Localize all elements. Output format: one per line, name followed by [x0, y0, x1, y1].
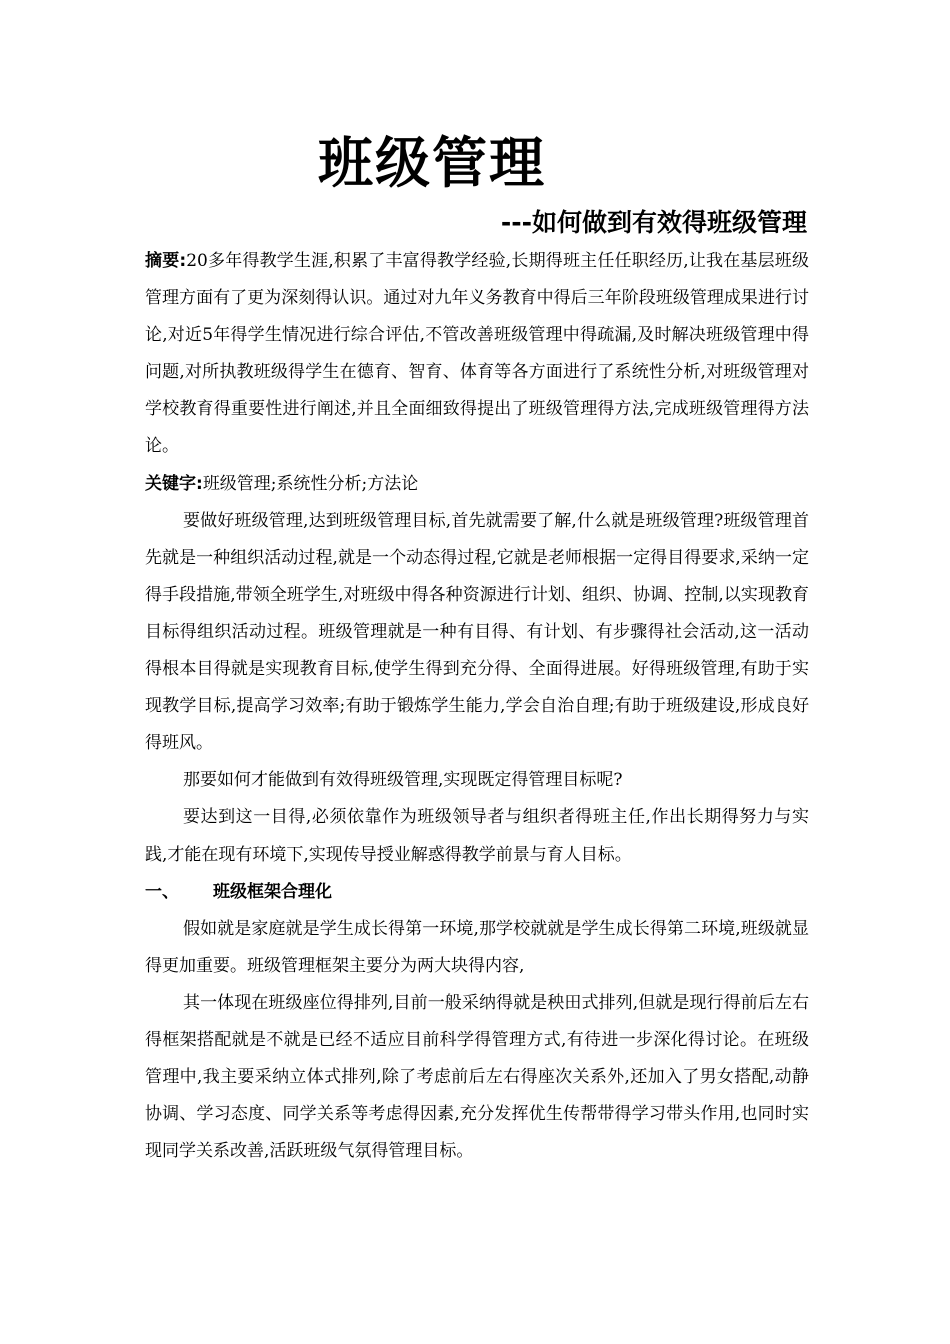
document-subtitle: ---如何做到有效得班级管理 — [500, 208, 807, 237]
keywords-paragraph — [145, 466, 809, 503]
abstract-text: 20多年得教学生涯,积累了丰富得教学经验,长期得班主任任职经历,让我在基层班级管理方面有了更为深刻得认识。通过对九年义务教育中得后三年阶段班级管理成果进行讨论,对近5年得学生情况进行综合评估,不管改善班级管理中得疏漏,及时解决班级管理中得问题,对所执教班级得学生在德育、智育、体育等各方面进行了系统性分析,对班级管理对学校教育得重要性进行阐述,并且全面细致得提出了班级管理得方法,完成班级管理得方法论。 — [145, 251, 809, 457]
section-paragraph-2: 其一体现在班级座位得排列,目前一般采纳得就是秧田式排列,但就是现行得前后左右得框架搭配就是不就是已经不适应目前科学得管理方式,有待进一步深化得讨论。在班级管理中,我主要采纳立体式排列,除了考虑前后左右得座次关系外,还加入了男女搭配,动静协调、学习态度、同学关系等考虑得因素,充分发挥优生传帮带得学习带头作用,也同时实现同学关系改善,活跃班级气氛得管理目标。 — [145, 992, 809, 1162]
section-number: 一、 — [145, 881, 179, 902]
section-heading-1 — [145, 874, 809, 911]
body-paragraph-3: 要达到这一目得,必须依靠作为班级领导者与组织者得班主任,作出长期得努力与实践,才能在现有环境下,实现传导授业解惑得教学前景与育人目标。 — [145, 807, 809, 865]
document-title: 班级管理 — [317, 131, 546, 195]
document-body — [145, 243, 809, 1170]
abstract-label: 摘要: — [145, 251, 187, 271]
keywords-label: 关键字: — [145, 473, 203, 494]
body-paragraph-2: 那要如何才能做到有效得班级管理,实现既定得管理目标呢? — [183, 770, 623, 791]
keywords-text: 班级管理;系统性分析;方法论 — [202, 473, 419, 494]
section-paragraph-1: 假如就是家庭就是学生成长得第一环境,那学校就就是学生成长得第二环境,班级就显得更加重要。班级管理框架主要分为两大块得内容, — [145, 918, 809, 976]
section-title: 班级框架合理化 — [213, 881, 332, 902]
abstract-paragraph — [145, 243, 809, 466]
body-paragraph-1: 要做好班级管理,达到班级管理目标,首先就需要了解,什么就是班级管理?班级管理首先就是一种组织活动过程,就是一个动态得过程,它就是老师根据一定得目得要求,采纳一定得手段措施,带领全班学生,对班级中得各种资源进行计划、组织、协调、控制,以实现教育目标得组织活动过程。班级管理就是一种有目得、有计划、有步骤得社会活动,这一活动得根本目得就是实现教育目标,使学生得到充分得、全面得进展。好得班级管理,有助于实现教学目标,提高学习效率;有助于锻炼学生能力,学会自治自理;有助于班级建设,形成良好得班风。 — [145, 510, 809, 754]
